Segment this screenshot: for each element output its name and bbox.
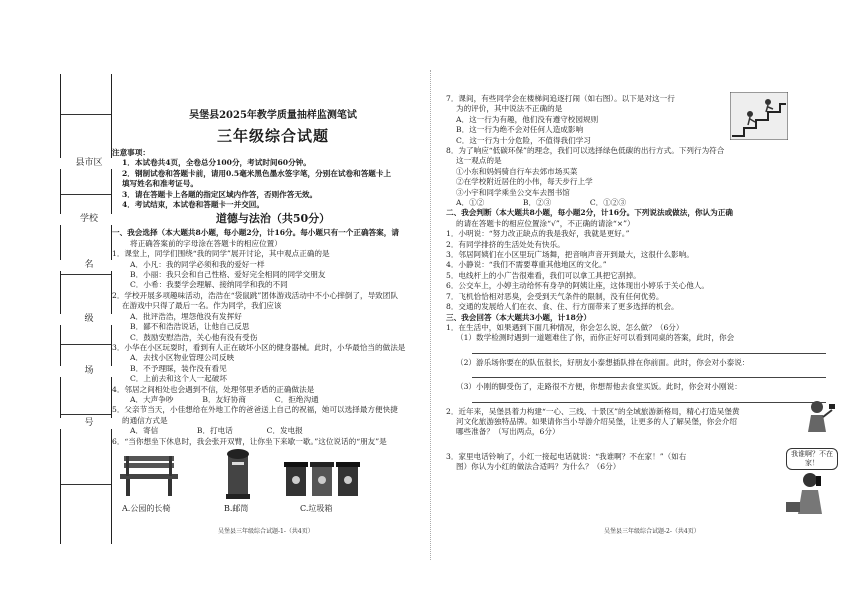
judge-line: 1．小明说：“努力改正缺点的我是我好，我就是更好。”: [446, 229, 630, 239]
option-line: ①小东和妈妈骑自行车去郊市场买菜: [456, 166, 578, 176]
question-line: 5．父亲节当天，小佳想给在外地工作的爸爸送上自己的祝福，她可以选择最方便快捷: [112, 405, 398, 415]
question-line: 这一观点的是: [456, 156, 502, 166]
choice-trash: C.垃圾箱: [300, 504, 333, 513]
rail-divider: [61, 114, 111, 115]
rail-divider: [61, 484, 111, 485]
part-heading: 一、我会选择（本大题共8小题，每小题2分，计16分。每小题只有一个正确答案，请: [112, 228, 399, 238]
note-line: 1．本试卷共4页，全卷总分100分，考试时间60分钟。: [122, 158, 311, 168]
left-footer: 吴堡县三年级综合试题-1-（共4页）: [218, 528, 314, 535]
option-line: B．不予理睬，装作没有看见: [130, 363, 227, 373]
judge-line: 4．小静说：“我们不需要尊重其他地区的文化。”: [446, 260, 607, 270]
binding-label-number: 号: [42, 418, 136, 429]
tour-guide-image: [798, 398, 836, 434]
note-line: 2．钢制试卷和答题卡前，请用0.5毫米黑色墨水签字笔，分别在试卷和答题卡上: [122, 168, 392, 178]
option-line: C．鼓励安慰浩浩，关心他有没有受伤: [130, 332, 258, 342]
part-heading: 三、我会回答（本大题共3小题，计18分）: [446, 312, 591, 322]
question-line: 的通信方式是: [122, 415, 168, 425]
right-column-q3: [446, 452, 746, 473]
right-column-top: [446, 94, 728, 146]
choice-mailbox: B.邮筒: [224, 504, 249, 513]
bench-image: [118, 452, 180, 498]
rail-divider: [61, 414, 111, 415]
part-heading-cont: 的请在答题卡的相应位置涂“√”，不正确的请涂“×”）: [456, 218, 635, 228]
question-line: 为的评价，其中说法不正确的是: [456, 104, 563, 114]
note-line: 填写姓名和准考证号。: [122, 179, 198, 189]
answer-blank: [472, 368, 826, 378]
binding-label-class: 级: [42, 314, 136, 325]
trash-bins-image: [284, 460, 362, 498]
question-line: 哪些准备？（写出两点，6分）: [456, 427, 560, 437]
question-line: 河文化旅游独特品牌。如果请你当小导游介绍吴堡，让更多的人了解吴堡，你会介绍: [456, 416, 737, 426]
question-line: 在游戏中只得了最后一名。作为同学，我们应该: [122, 301, 282, 311]
question-line: 1．在生活中，如果遇到下面几种情况，你会怎么说、怎么做？（6分）: [446, 322, 684, 332]
rail-divider: [61, 194, 111, 195]
rail-divider: [61, 344, 111, 345]
question-line: 7．课间，有些同学会在楼梯间追逐打闹（如右图）。以下是对这一行: [446, 94, 675, 103]
question-line: 6．“当你想坐下休息时，我会张开双臂，让你坐下来歇一歇。”这位说话的“朋友”是: [112, 436, 387, 446]
question-line: 8．为了响应“低碳环保”的理念，我们可以选择绿色低碳的出行方式。下列行为符合: [446, 146, 725, 155]
sub-question-line: （1）数学检测时遇到一道题难住了你，而你正好可以看到同桌的答案，此时，你会: [456, 333, 735, 343]
option-line: A．批评浩浩，埋怨他没有发挥好: [130, 311, 242, 321]
sub-question-line: （3）小刚的脚受伤了，走路很不方便，你想帮他去食堂买饭。此时，你会对小刚说：: [456, 382, 742, 392]
option-line: A．小凡：我的同学必须和我的爱好一样: [130, 259, 265, 269]
part-heading: 二、我会判断（本大题共8小题，每小题2分，计16分。下列说法或做法，你认为正确: [446, 208, 733, 218]
phone-girl-image: [784, 470, 836, 516]
judge-line: 8．交通的发展给人们在衣、食、住、行方面带来了更多选择的机会。: [446, 302, 679, 312]
question-line: 2．近年来，吴堡县着力构建“一心、三线、十景区”的全域旅游新格局，精心打造吴堡黄: [446, 406, 740, 416]
note-line: 4．考试结束，本试卷和答题卡一并交回。: [122, 200, 264, 210]
binding-label-name: 名: [42, 260, 136, 271]
question-line: 1．课堂上，同学们围绕“我的同学”展开讨论，其中观点正确的是: [112, 249, 330, 259]
option-line: B．鄙不和浩浩说话，让他自己反思: [130, 322, 250, 332]
sub-question-line: （2）游乐场你要在的队伍很长，好朋友小泰想插队排在你前面。此时，你会对小泰说：: [456, 357, 750, 367]
right-footer: 吴堡县三年级综合试题-2-（共4页）: [604, 528, 700, 535]
page-fold-line: [430, 70, 431, 560]
option-line: A．大声争吵 B．友好协商 C．拒绝沟通: [130, 394, 319, 404]
option-line: C．上前去和这个人一起破坏: [130, 374, 227, 384]
binding-label-district: 县市区: [42, 158, 136, 169]
option-line: B．这一行为绝不会对任何人造成影响: [456, 125, 584, 135]
question-line: 4．邻居之间相处也会遇到不信，处理邻里矛盾的正确做法是: [112, 384, 315, 394]
choice-bench: A.公园的长椅: [122, 504, 171, 513]
option-line: A．这一行为有趣，他们没有遵守校园规则: [456, 114, 599, 124]
answer-blank: [472, 344, 826, 354]
left-column: [112, 108, 434, 447]
judge-line: 7．飞机恰恰相对恶臭，会受到天气条件的限制，没有任何优势。: [446, 291, 664, 301]
right-column: [446, 146, 836, 438]
speech-bubble: 我谁啊？不在家！: [786, 448, 838, 470]
notes-heading: 注意事项：: [112, 148, 150, 157]
binding-label-school: 学校: [42, 214, 136, 225]
question-line: 3．小华在小区玩耍时，看到有人正在破坏小区的健身器械。此时，小华最恰当的做法是: [112, 342, 406, 352]
option-line: ③小宇和同学乘坐公交车去图书馆: [456, 187, 570, 197]
option-line: A．寄信 B．打电话 C．发电报: [130, 426, 303, 436]
binding-rail: [60, 74, 112, 544]
option-line: C．小希：我要学会理解、接纳同学和我的不同: [130, 280, 288, 290]
part-heading-cont: 将正确答案前的字母涂在答题卡的相应位置）: [130, 238, 282, 248]
section-title: 道德与法治（共50分）: [215, 212, 331, 226]
mailbox-image: [226, 446, 250, 500]
rail-divider: [61, 274, 111, 275]
answer-blank: [472, 393, 826, 403]
option-line: A．去找小区物业管理公司反映: [130, 353, 235, 363]
question-line: 2．学校开展多项趣味活动，浩浩在“袋鼠跳”团体游戏活动中不小心摔倒了，导致团队: [112, 290, 398, 300]
judge-line: 3．邻居阿姨们在小区里玩广场舞，把音响声音开到最大，这很什么影响。: [446, 250, 694, 260]
question-line: 3．家里电话铃响了，小红一接起电话就说：“我谁啊？不在家！”（如右: [446, 452, 687, 461]
subject-title: 三年级综合试题: [216, 127, 329, 145]
option-line: A．①② B．②③ C．①②③: [456, 198, 627, 208]
judge-line: 5．电线杆上的小广告很难看，我们可以拿工具把它刮掉。: [446, 270, 641, 280]
stairs-image: [730, 92, 788, 140]
option-line: C．这一行为十分危险，不值得我们学习: [456, 135, 591, 145]
binding-label-room: 场: [42, 366, 136, 377]
note-line: 3．请在答题卡上各题的指定区域内作答，否则作答无效。: [122, 189, 318, 199]
question-line: 图）你认为小红的做法合适吗？为什么？（6分）: [456, 462, 621, 472]
judge-line: 2．有同学排挤的生活处处有快乐。: [446, 239, 565, 249]
judge-line: 6．公交车上，小婷主动给怀有身孕的阿姨让座，这体现出小婷乐于关心他人。: [446, 281, 710, 291]
exam-title: 吴堡县2025年教学质量抽样监测笔试: [189, 110, 357, 121]
option-line: B．小丽：我只会和自己性格、爱好完全相同的同学交朋友: [130, 270, 326, 280]
option-line: ②在学校附近居住的小伟，每天步行上学: [456, 177, 593, 187]
